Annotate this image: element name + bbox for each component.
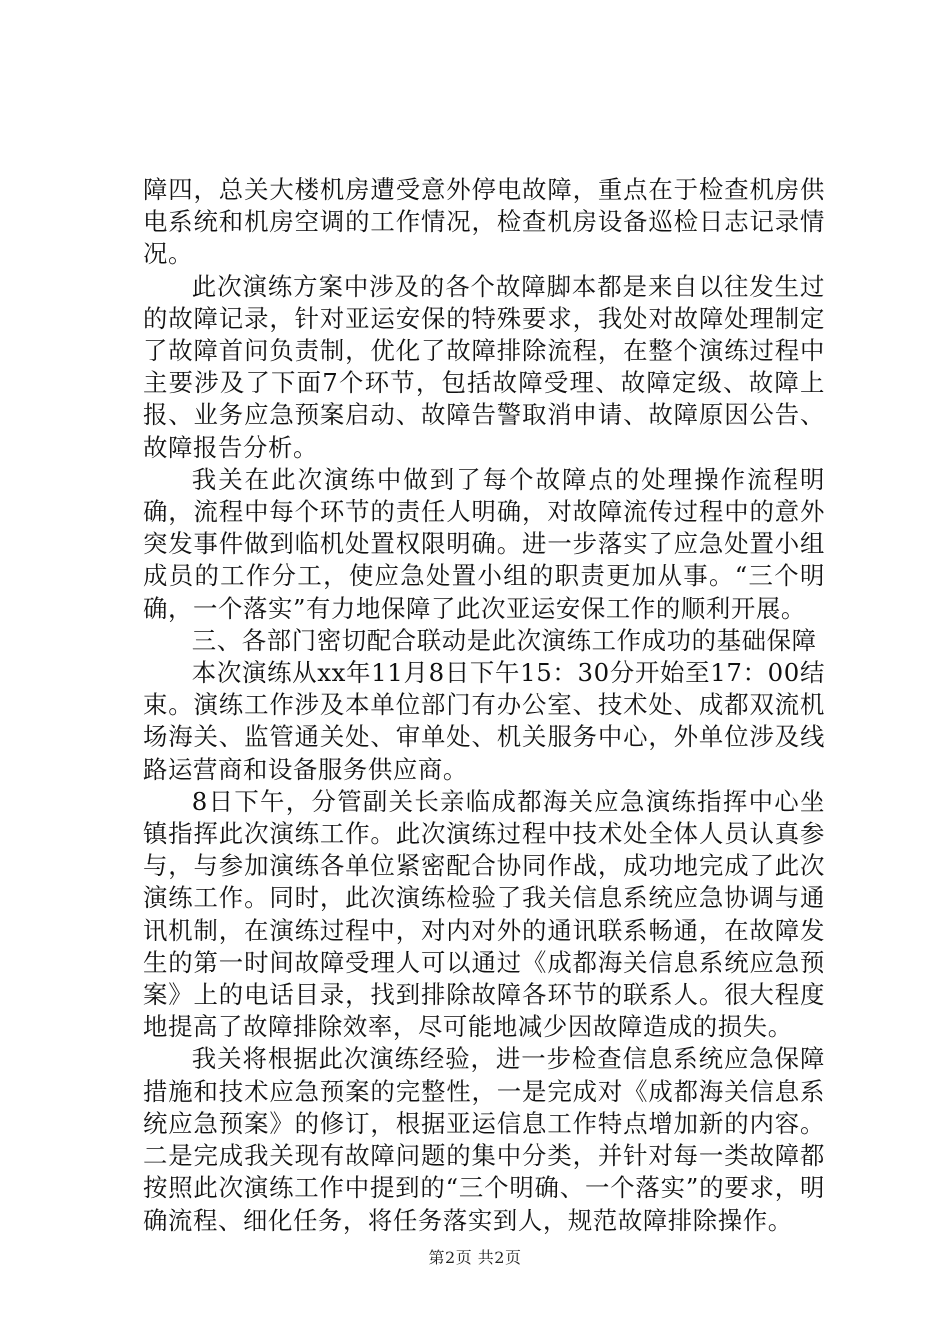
document-body	[143, 174, 825, 1237]
paragraph-drill-plan: 此次演练方案中涉及的各个故障脚本都是来自以往发生过的故障记录，针对亚运安保的特殊要求，我处对故障处理制定了故障首问负责制，优化了故障排除流程，在整个演练过程中主要涉及了下面7个环节，包括故障受理、故障定级、故障上报、业务应急预案启动、故障告警取消申请、故障原因公告、故障报告分析。	[143, 271, 825, 462]
page-footer: 第2页 共2页	[428, 1248, 522, 1267]
section-heading-three: 三、各部门密切配合联动是此次演练工作成功的基础保障	[191, 625, 817, 655]
paragraph-drill-time: 本次演练从xx年11月8日下午15：30分开始至17：00结束。演练工作涉及本单位部门有办公室、技术处、成都双流机场海关、监管通关处、审单处、机关服务中心，外单位涉及线路运营商和设备服务供应商。	[143, 658, 825, 784]
paragraph-three-clarities: 我关在此次演练中做到了每个故障点的处理操作流程明确，流程中每个环节的责任人明确，对故障流传过程中的意外突发事件做到临机处置权限明确。进一步落实了应急处置小组成员的工作分工，使应急处置小组的职责更加从事。“三个明确，一个落实”有力地保障了此次亚运安保工作的顺利开展。	[143, 464, 825, 623]
paragraph-continuation: 障四，总关大楼机房遭受意外停电故障，重点在于检查机房供电系统和机房空调的工作情况，检查机房设备巡检日志记录情况。	[143, 175, 825, 269]
paragraph-next-steps: 我关将根据此次演练经验，进一步检查信息系统应急保障措施和技术应急预案的完整性，一是完成对《成都海关信息系统应急预案》的修订，根据亚运信息工作特点增加新的内容。二是完成我关现有故障问题的集中分类，并针对每一类故障都按照此次演练工作中提到的“三个明确、一个落实”的要求，明确流程、细化任务，将任务落实到人，规范故障排除操作。	[143, 1044, 825, 1235]
paragraph-command: 8日下午，分管副关长亲临成都海关应急演练指挥中心坐镇指挥此次演练工作。此次演练过程中技术处全体人员认真参与，与参加演练各单位紧密配合协同作战，成功地完成了此次演练工作。同时，此次演练检验了我关信息系统应急协调与通讯机制，在演练过程中，对内对外的通讯联系畅通，在故障发生的第一时间故障受理人可以通过《成都海关信息系统应急预案》上的电话目录，找到排除故障各环节的联系人。很大程度地提高了故障排除效率，尽可能地减少因故障造成的损失。	[143, 786, 825, 1042]
